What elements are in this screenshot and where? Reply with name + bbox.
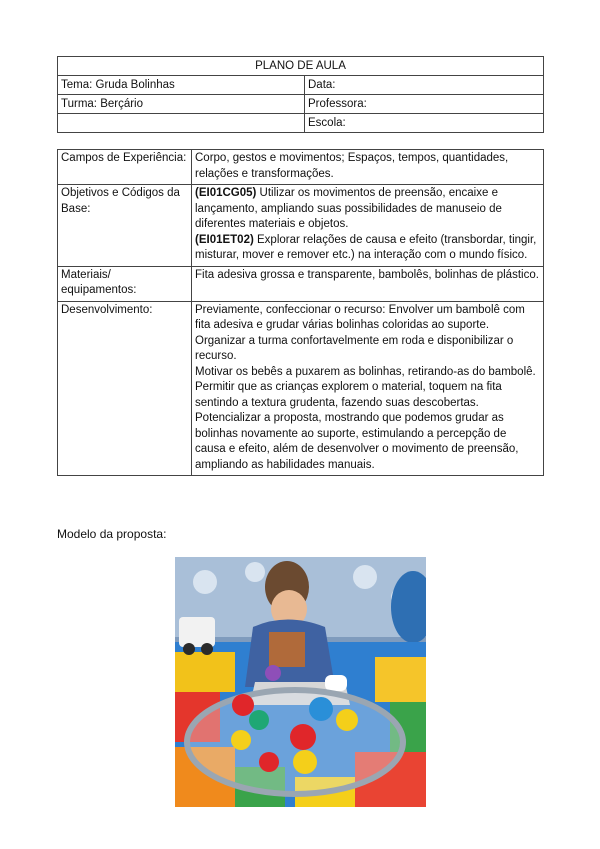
activity-photo	[175, 557, 426, 807]
objetivos-value	[192, 185, 544, 267]
campos-value: Corpo, gestos e movimentos; Espaços, tempos, quantidades, relações e transformações.	[192, 150, 544, 185]
development-step: Organizar a turma confortavelmente em roda e disponibilizar o recurso.	[195, 334, 514, 362]
table-row	[58, 185, 544, 267]
development-step: Permitir que as crianças explorem o material, toquem na fita sentindo a textura grudenta, fazendo suas descobertas.	[195, 381, 502, 409]
date-field: Data:	[305, 76, 544, 95]
empty-cell	[58, 114, 305, 133]
materiais-value: Fita adesiva grossa e transparente, bambolês, bolinhas de plástico.	[192, 266, 544, 301]
lesson-plan-table	[57, 149, 544, 476]
development-step: Motivar os bebês a puxarem as bolinhas, retirando-as do bambolê.	[195, 365, 536, 378]
desenvolvimento-label: Desenvolvimento:	[58, 301, 192, 476]
class-field: Turma: Berçário	[58, 95, 305, 114]
document-title: PLANO DE AULA	[58, 57, 544, 76]
model-heading: Modelo da proposta:	[57, 527, 167, 541]
materiais-label: Materiais/ equipamentos:	[58, 266, 192, 301]
teacher-field: Professora:	[305, 95, 544, 114]
objetivos-label: Objetivos e Códigos da Base:	[58, 185, 192, 267]
table-row	[58, 301, 544, 476]
table-row	[58, 266, 544, 301]
theme-field: Tema: Gruda Bolinhas	[58, 76, 305, 95]
objective-text: Utilizar os movimentos de preensão, encaixe e lançamento, ampliando suas possibilidades de manuseio de diferentes materiais e objetos.	[195, 187, 502, 230]
objective-code: (EI01ET02)	[195, 233, 254, 246]
school-field: Escola:	[305, 114, 544, 133]
table-row	[58, 150, 544, 185]
objective-text: Explorar relações de causa e efeito (transbordar, tingir, misturar, mover e remover etc.) na interação com o mundo físico.	[195, 233, 537, 261]
campos-label: Campos de Experiência:	[58, 150, 192, 185]
objective-code: (EI01CG05)	[195, 187, 257, 199]
development-step: Potencializar a proposta, mostrando que podemos grudar as bolinhas novamente ao suporte, estimulando a percepção de causa e efeito, além de desenvolver o movimento de preensão, ampliando as habilidades manuais.	[195, 412, 519, 471]
lesson-header-table	[57, 56, 544, 133]
development-step: Previamente, confeccionar o recurso: Envolver um bambolê com fita adesiva e grudar várias bolinhas coloridas ao suporte.	[195, 303, 525, 331]
desenvolvimento-value	[192, 301, 544, 476]
